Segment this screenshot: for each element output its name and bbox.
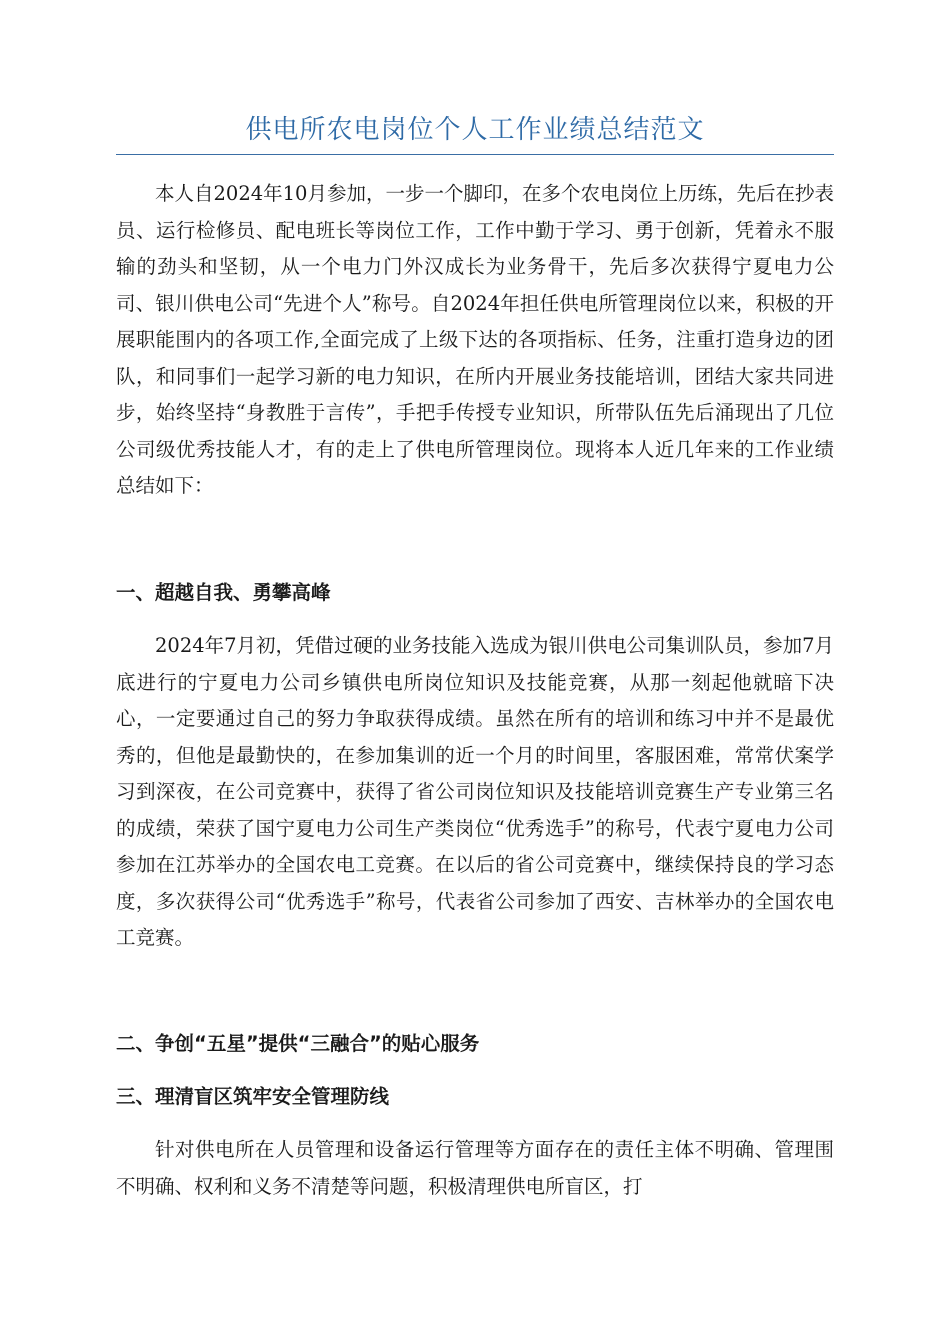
document-title: 供电所农电岗位个人工作业绩总结范文 xyxy=(245,115,705,145)
body-paragraph-intro: 本人自2024年10月参加，一步一个脚印，在多个农电岗位上历练，先后在抄表员、运行检修员、配电班长等岗位工作，工作中勤于学习、勇于创新，凭着永不服输的劲头和坚韧，从一个电力门外汉成长为业务骨干，先后多次获得宁夏电力公司、银川供电公司“先进个人”称号。自2024年担任供电所管理岗位以来，积极的开展职能围内的各项工作,全面完成了上级下达的各项指标、任务，注重打造身边的团队，和同事们一起学习新的电力知识，在所内开展业务技能培训，团结大家共同进步，始终坚持“身教胜于言传”，手把手传授专业知识，所带队伍先后涌现出了几位公司级优秀技能人才，有的走上了供电所管理岗位。现将本人近几年来的工作业绩总结如下： xyxy=(116,182,834,497)
section-heading-1: 一、超越自我、勇攀高峰 xyxy=(116,581,331,604)
section-heading-3: 三、理清盲区筑牢安全管理防线 xyxy=(116,1085,390,1108)
body-paragraph-section-1: 2024年7月初，凭借过硬的业务技能入选成为银川供电公司集训队员，参加7月底进行的宁夏电力公司乡镇供电所岗位知识及技能竞赛，从那一刻起他就暗下决心，一定要通过自己的努力争取获得成绩。虽然在所有的培训和练习中并不是最优秀的，但他是最勤快的，在参加集训的近一个月的时间里，客服困难，常常伏案学习到深夜，在公司竞赛中，获得了省公司岗位知识及技能培训竞赛生产专业第三名的成绩，荣获了国宁夏电力公司生产类岗位“优秀选手”的称号，代表宁夏电力公司参加在江苏举办的全国农电工竞赛。在以后的省公司竞赛中，继续保持良的学习态度，多次获得公司“优秀选手”称号，代表省公司参加了西安、吉林举办的全国农电工竞赛。 xyxy=(116,634,834,949)
section-heading-2: 二、争创“五星”提供“三融合”的贴心服务 xyxy=(116,1032,480,1055)
body-paragraph-section-3: 针对供电所在人员管理和设备运行管理等方面存在的责任主体不明确、管理围不明确、权利和义务不清楚等问题，积极清理供电所盲区，打 xyxy=(116,1138,834,1198)
title-underline xyxy=(116,154,834,155)
